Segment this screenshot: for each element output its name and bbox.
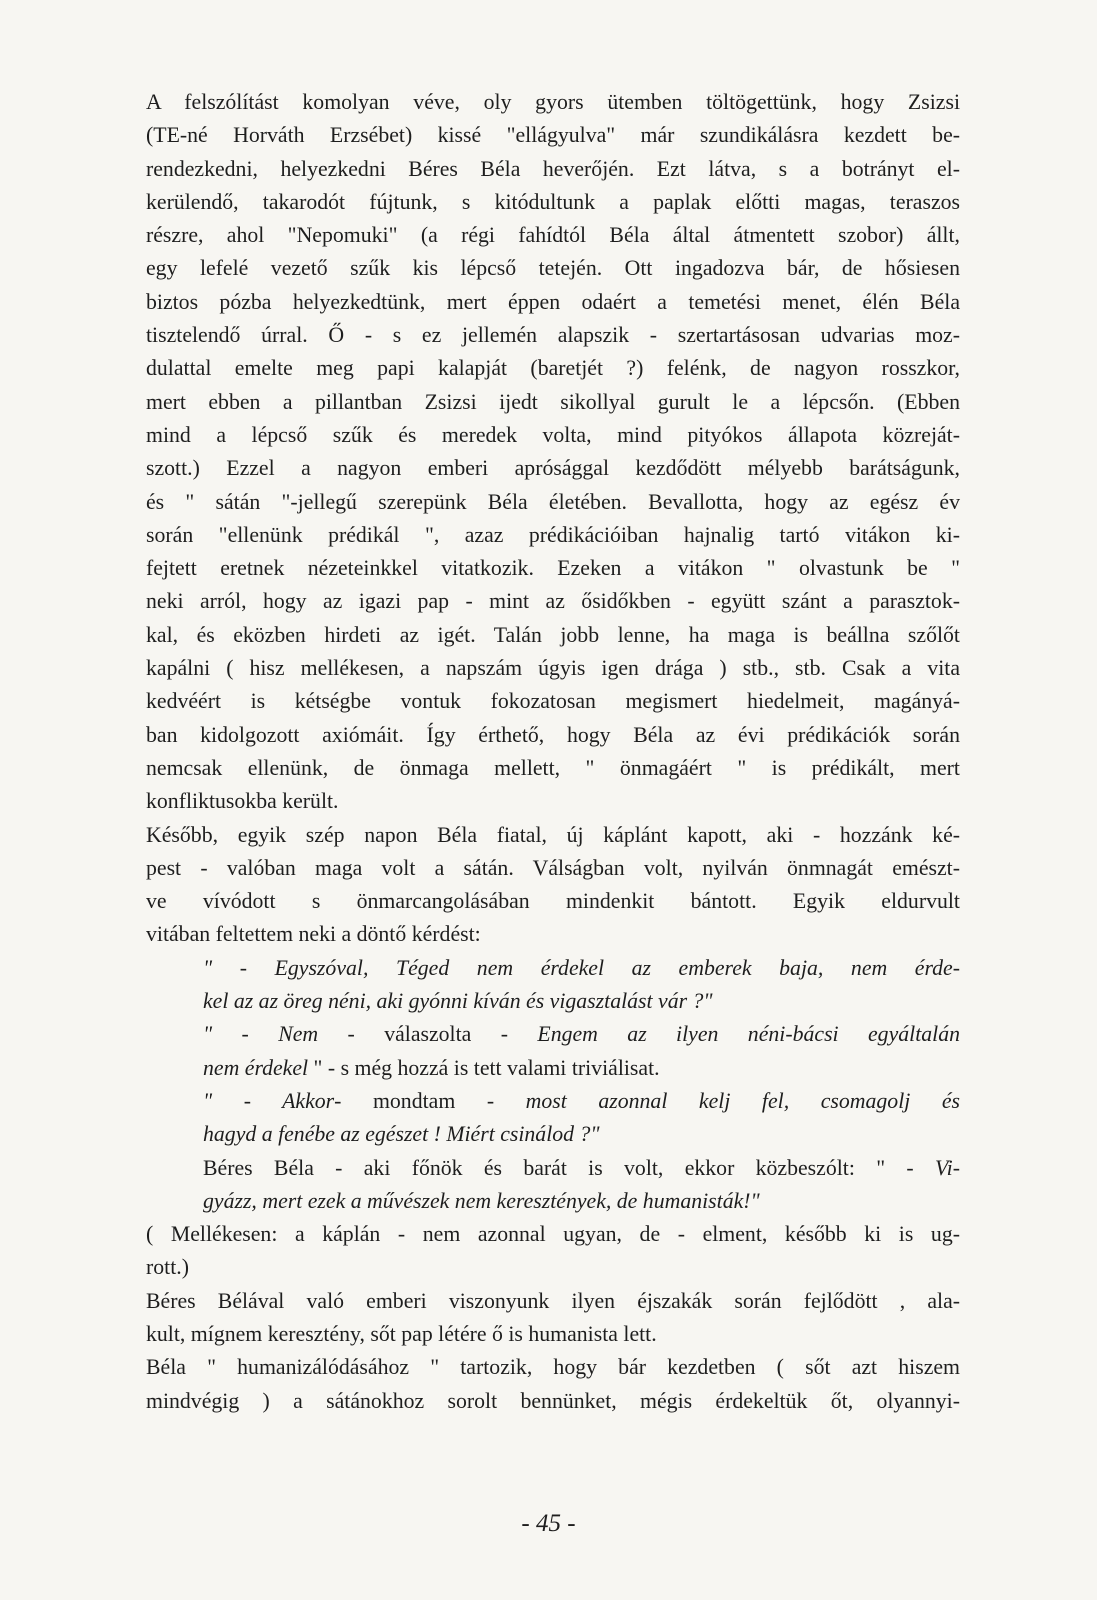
- text-segment: neki arról, hogy az igazi pap - mint az ősidőkben - együtt szánt a parasztok-: [146, 589, 960, 614]
- text-line: [146, 1251, 960, 1284]
- text-segment: Béres Bélával való emberi viszonyunk ilyen éjszakák során fejlődött , ala-: [146, 1288, 960, 1313]
- text-segment: kult, mígnem keresztény, sőt pap létére ő is humanista lett.: [146, 1321, 657, 1346]
- text-line: [146, 486, 960, 519]
- text-segment: A felszólítást komolyan véve, oly gyors ütemben töltögettünk, hogy Zsizsi: [146, 90, 960, 114]
- text-line: [146, 719, 960, 752]
- text-line: [146, 819, 960, 852]
- text-segment: kal, és eközben hirdeti az igét. Talán jobb lenne, ha maga is beállna szőlőt: [146, 622, 960, 647]
- text-line: [146, 286, 960, 319]
- text-segment: Béla " humanizálódásához " tartozik, hogy bár kezdetben ( sőt azt hiszem: [146, 1355, 960, 1380]
- text-segment: ve vívódott s önmarcangolásában mindenkit bántott. Egyik eldurvult: [146, 889, 960, 914]
- text-segment: rott.): [146, 1255, 189, 1280]
- text-line: [146, 1152, 960, 1185]
- text-line: [146, 352, 960, 385]
- text-segment: biztos pózba helyezkedtünk, mert éppen odaért a temetési menet, élén Béla: [146, 289, 960, 314]
- text-segment: konfliktusokba került.: [146, 789, 339, 814]
- text-line: [146, 319, 960, 352]
- text-line: [146, 785, 960, 818]
- text-line: [146, 419, 960, 452]
- text-segment: Béres Béla - aki főnök és barát is volt, ekkor közbeszólt: " -: [203, 1155, 935, 1180]
- text-line: [146, 552, 960, 585]
- text-line: [146, 1052, 960, 1085]
- text-line: [146, 619, 960, 652]
- italic-text: most azonnal kelj fel, csomagolj és: [525, 1088, 961, 1113]
- italic-text: kel az az öreg néni, aki gyónni kíván és vigasztalást vár ?": [203, 989, 713, 1014]
- text-segment: tisztelendő úrral. Ő - s ez jellemén alapszik - szertartásosan udvarias moz-: [146, 323, 960, 348]
- italic-text: Vi-: [934, 1155, 960, 1180]
- text-line: [146, 1118, 960, 1151]
- italic-text: gyázz, mert ezek a művészek nem keresztények, de humanisták!": [203, 1188, 760, 1213]
- italic-text: Engem az ilyen néni-bácsi egyáltalán: [537, 1022, 960, 1047]
- body-text: [146, 86, 960, 1418]
- italic-text: nem érdekel: [203, 1055, 309, 1080]
- text-segment: vitában feltettem neki a döntő kérdést:: [146, 922, 481, 947]
- text-segment: nemcsak ellenünk, de önmaga mellett, " önmagáért " is prédikált, mert: [146, 755, 960, 780]
- text-line: [146, 186, 960, 219]
- italic-text: " - Nem: [203, 1022, 319, 1047]
- text-segment: ban kidolgozott axiómáit. Így érthető, hogy Béla az évi prédikációk során: [146, 722, 960, 747]
- text-segment: " - s még hozzá is tett valami triviálisat.: [308, 1055, 660, 1080]
- text-line: [146, 852, 960, 885]
- page-number: - 45 -: [521, 1510, 576, 1537]
- text-line: [146, 153, 960, 186]
- text-line: [146, 252, 960, 285]
- text-line: [146, 652, 960, 685]
- text-line: [146, 1018, 960, 1051]
- text-segment: során "ellenünk prédikál ", azaz prédikációiban hajnalig tartó vitákon ki-: [146, 522, 960, 547]
- text-line: [146, 585, 960, 618]
- text-segment: mert ebben a pillantban Zsizsi ijedt sikollyal gurult le a lépcsőn. (Ebben: [146, 389, 960, 414]
- text-segment: ( Mellékesen: a káplán - nem azonnal ugyan, de - elment, később ki is ug-: [146, 1222, 960, 1247]
- text-line: [146, 219, 960, 252]
- text-line: [146, 119, 960, 152]
- text-line: [146, 1285, 960, 1318]
- text-segment: kapálni ( hisz mellékesen, a napszám úgyis igen drága ) stb., stb. Csak a vita: [146, 656, 960, 681]
- text-line: [146, 1218, 960, 1251]
- text-line: [146, 952, 960, 985]
- text-line: [146, 918, 960, 951]
- text-segment: kerülendő, takarodót fújtunk, s kitódultunk a paplak előtti magas, teraszos: [146, 189, 960, 214]
- text-segment: - válaszolta -: [318, 1022, 538, 1047]
- text-segment: mind a lépcső szűk és meredek volta, mind pityókos állapota közreját-: [146, 422, 960, 447]
- text-segment: pest - valóban maga volt a sátán. Válságban volt, nyilván önmnagát emészt-: [146, 855, 960, 880]
- text-segment: szott.) Ezzel a nagyon emberi aprósággal kezdődött mélyebb barátságunk,: [146, 456, 960, 481]
- text-line: [146, 985, 960, 1018]
- text-line: [146, 386, 960, 419]
- text-segment: és " sátán "-jellegű szerepünk Béla életében. Bevallotta, hogy az egész év: [146, 489, 960, 514]
- text-line: [146, 1318, 960, 1351]
- text-segment: fejtett eretnek nézeteinkkel vitatkozik. Ezeken a vitákon " olvastunk be ": [146, 556, 960, 581]
- text-line: [146, 86, 960, 119]
- text-segment: egy lefelé vezető szűk kis lépcső tetején. Ott ingadozva bár, de hősiesen: [146, 256, 960, 281]
- text-line: [146, 1385, 960, 1418]
- text-segment: részre, ahol "Nepomuki" (a régi fahídtól Béla által átmentett szobor) állt,: [146, 223, 960, 248]
- text-segment: - mondtam -: [334, 1088, 526, 1113]
- text-segment: mindvégig ) a sátánokhoz sorolt bennünket, mégis érdekeltük őt, olyannyi-: [146, 1388, 960, 1413]
- text-line: [146, 1185, 960, 1218]
- text-segment: dulattal emelte meg papi kalapját (baretjét ?) felénk, de nagyon rosszkor,: [146, 356, 960, 381]
- text-line: [146, 752, 960, 785]
- text-segment: Később, egyik szép napon Béla fiatal, új káplánt kapott, aki - hozzánk ké-: [146, 822, 960, 847]
- text-segment: kedvéért is kétségbe vontuk fokozatosan megismert hiedelmeit, magányá-: [146, 689, 960, 714]
- italic-text: hagyd a fenébe az egészet ! Miért csinálod ?": [203, 1122, 600, 1147]
- text-line: [146, 452, 960, 485]
- text-line: [146, 685, 960, 718]
- text-line: [146, 1351, 960, 1384]
- text-segment: (TE-né Horváth Erzsébet) kissé "ellágyulva" már szundikálásra kezdett be-: [146, 123, 960, 148]
- text-line: [146, 1085, 960, 1118]
- text-segment: rendezkedni, helyezkedni Béres Béla heverőjén. Ezt látva, s a botrányt el-: [146, 156, 960, 181]
- text-line: [146, 519, 960, 552]
- italic-text: " - Akkor: [203, 1088, 335, 1113]
- text-line: [146, 885, 960, 918]
- italic-text: " - Egyszóval, Téged nem érdekel az emberek baja, nem érde-: [203, 955, 960, 980]
